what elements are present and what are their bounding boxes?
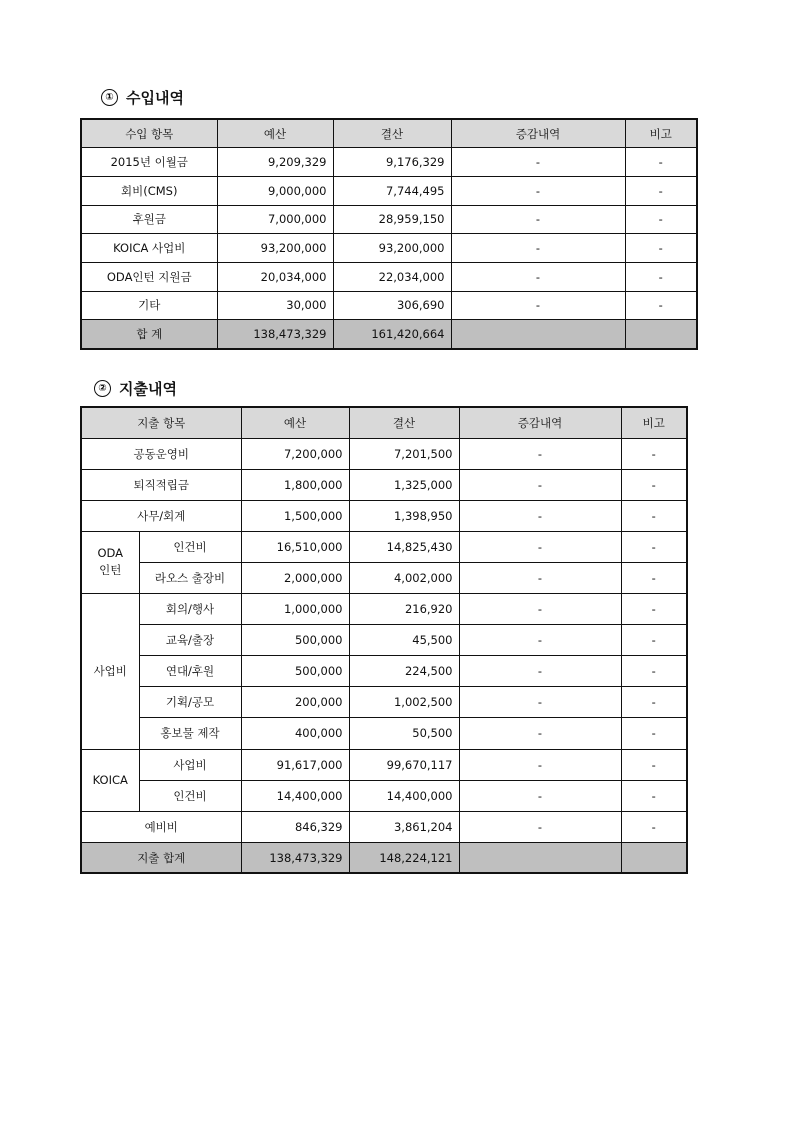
expense-note: - [621, 531, 687, 562]
income-header-note: 비고 [625, 119, 697, 148]
expense-budget: 16,510,000 [241, 531, 349, 562]
expense-actual: 99,670,117 [349, 749, 459, 780]
expense-header-budget: 예산 [241, 407, 349, 438]
expense-total-label: 지출 합계 [81, 842, 241, 873]
income-item: 2015년 이월금 [81, 148, 217, 177]
expense-change: - [459, 594, 621, 625]
income-change: - [451, 234, 625, 263]
table-row [81, 656, 687, 687]
expense-item: 퇴직적립금 [81, 469, 241, 500]
table-row [81, 780, 687, 811]
expense-change: - [459, 811, 621, 842]
expense-note: - [621, 438, 687, 469]
income-actual: 306,690 [333, 291, 451, 320]
expense-budget: 500,000 [241, 656, 349, 687]
table-row [81, 500, 687, 531]
income-header-item: 수입 항목 [81, 119, 217, 148]
expense-note: - [621, 718, 687, 749]
expense-item: 인건비 [139, 531, 241, 562]
income-budget: 9,000,000 [217, 176, 333, 205]
expense-table [80, 406, 688, 874]
expense-group-oda: ODA 인턴 [81, 531, 139, 593]
expense-budget: 846,329 [241, 811, 349, 842]
expense-item: 연대/후원 [139, 656, 241, 687]
expense-total-row [81, 842, 687, 873]
section-number-2: ② [94, 380, 111, 397]
expense-header-change: 증감내역 [459, 407, 621, 438]
income-item: KOICA 사업비 [81, 234, 217, 263]
expense-group-business: 사업비 [81, 594, 139, 749]
income-title-text: 수입내역 [126, 89, 184, 107]
income-actual: 93,200,000 [333, 234, 451, 263]
expense-budget: 1,000,000 [241, 594, 349, 625]
table-row [81, 531, 687, 562]
expense-actual: 3,861,204 [349, 811, 459, 842]
income-actual: 9,176,329 [333, 148, 451, 177]
expense-note: - [621, 469, 687, 500]
expense-change: - [459, 438, 621, 469]
income-total-budget: 138,473,329 [217, 320, 333, 349]
expense-budget: 91,617,000 [241, 749, 349, 780]
expense-note: - [621, 811, 687, 842]
income-total-label: 합 계 [81, 320, 217, 349]
expense-item: 사무/회계 [81, 500, 241, 531]
income-item: 회비(CMS) [81, 176, 217, 205]
expense-note: - [621, 780, 687, 811]
expense-change: - [459, 656, 621, 687]
expense-title-text: 지출내역 [119, 380, 177, 398]
expense-actual: 14,400,000 [349, 780, 459, 811]
income-note: - [625, 291, 697, 320]
income-actual: 22,034,000 [333, 262, 451, 291]
income-total-note [625, 320, 697, 349]
table-row [81, 234, 697, 263]
expense-budget: 500,000 [241, 625, 349, 656]
income-budget: 30,000 [217, 291, 333, 320]
expense-actual: 1,325,000 [349, 469, 459, 500]
income-item: 후원금 [81, 205, 217, 234]
expense-budget: 1,800,000 [241, 469, 349, 500]
expense-change: - [459, 687, 621, 718]
expense-note: - [621, 562, 687, 593]
income-section-title [101, 87, 184, 108]
expense-actual: 224,500 [349, 656, 459, 687]
expense-note: - [621, 656, 687, 687]
income-change: - [451, 148, 625, 177]
expense-change: - [459, 749, 621, 780]
expense-section-title [94, 378, 177, 399]
table-row [81, 562, 687, 593]
income-header-change: 증감내역 [451, 119, 625, 148]
income-item: ODA인턴 지원금 [81, 262, 217, 291]
income-actual: 28,959,150 [333, 205, 451, 234]
income-total-row [81, 320, 697, 349]
expense-actual: 1,002,500 [349, 687, 459, 718]
expense-item: 인건비 [139, 780, 241, 811]
expense-actual: 4,002,000 [349, 562, 459, 593]
expense-note: - [621, 749, 687, 780]
expense-actual: 1,398,950 [349, 500, 459, 531]
expense-budget: 2,000,000 [241, 562, 349, 593]
table-row [81, 687, 687, 718]
income-note: - [625, 234, 697, 263]
table-row [81, 594, 687, 625]
expense-budget: 200,000 [241, 687, 349, 718]
expense-item: 예비비 [81, 811, 241, 842]
expense-actual: 14,825,430 [349, 531, 459, 562]
income-note: - [625, 176, 697, 205]
table-row [81, 148, 697, 177]
expense-change: - [459, 625, 621, 656]
income-note: - [625, 148, 697, 177]
expense-budget: 400,000 [241, 718, 349, 749]
expense-item: 사업비 [139, 749, 241, 780]
income-budget: 7,000,000 [217, 205, 333, 234]
expense-actual: 50,500 [349, 718, 459, 749]
table-row [81, 291, 697, 320]
expense-header-row [81, 407, 687, 438]
income-change: - [451, 205, 625, 234]
table-row [81, 625, 687, 656]
expense-header-item: 지출 항목 [81, 407, 241, 438]
table-row [81, 262, 697, 291]
expense-total-change [459, 842, 621, 873]
expense-total-budget: 138,473,329 [241, 842, 349, 873]
expense-change: - [459, 469, 621, 500]
income-table [80, 118, 698, 350]
income-header-actual: 결산 [333, 119, 451, 148]
expense-item: 라오스 출장비 [139, 562, 241, 593]
table-row [81, 205, 697, 234]
expense-item: 공동운영비 [81, 438, 241, 469]
section-number-1: ① [101, 89, 118, 106]
income-note: - [625, 205, 697, 234]
expense-item: 홍보물 제작 [139, 718, 241, 749]
income-change: - [451, 176, 625, 205]
income-header-budget: 예산 [217, 119, 333, 148]
table-row [81, 469, 687, 500]
table-row [81, 811, 687, 842]
income-header-row [81, 119, 697, 148]
expense-note: - [621, 625, 687, 656]
table-row [81, 176, 697, 205]
expense-item: 회의/행사 [139, 594, 241, 625]
income-budget: 9,209,329 [217, 148, 333, 177]
income-budget: 20,034,000 [217, 262, 333, 291]
expense-note: - [621, 594, 687, 625]
expense-header-actual: 결산 [349, 407, 459, 438]
income-change: - [451, 291, 625, 320]
expense-change: - [459, 531, 621, 562]
expense-actual: 45,500 [349, 625, 459, 656]
income-note: - [625, 262, 697, 291]
expense-note: - [621, 687, 687, 718]
expense-actual: 7,201,500 [349, 438, 459, 469]
income-change: - [451, 262, 625, 291]
expense-change: - [459, 562, 621, 593]
expense-total-note [621, 842, 687, 873]
table-row [81, 438, 687, 469]
expense-header-note: 비고 [621, 407, 687, 438]
expense-group-koica: KOICA [81, 749, 139, 811]
expense-change: - [459, 780, 621, 811]
expense-change: - [459, 718, 621, 749]
income-budget: 93,200,000 [217, 234, 333, 263]
income-item: 기타 [81, 291, 217, 320]
expense-actual: 216,920 [349, 594, 459, 625]
expense-item: 기획/공모 [139, 687, 241, 718]
expense-total-actual: 148,224,121 [349, 842, 459, 873]
expense-item: 교육/출장 [139, 625, 241, 656]
table-row [81, 749, 687, 780]
expense-note: - [621, 500, 687, 531]
expense-budget: 14,400,000 [241, 780, 349, 811]
income-total-actual: 161,420,664 [333, 320, 451, 349]
expense-budget: 1,500,000 [241, 500, 349, 531]
expense-change: - [459, 500, 621, 531]
income-actual: 7,744,495 [333, 176, 451, 205]
expense-budget: 7,200,000 [241, 438, 349, 469]
table-row [81, 718, 687, 749]
income-total-change [451, 320, 625, 349]
